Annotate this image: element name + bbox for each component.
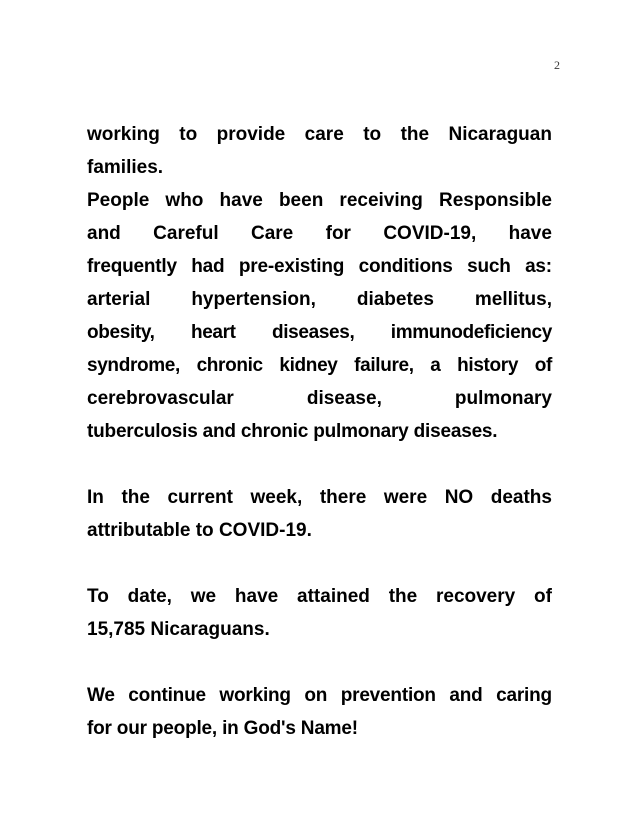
word: failure,: [354, 355, 414, 376]
word: Careful: [153, 223, 219, 244]
paragraph-spacer: [87, 547, 552, 580]
word: deaths: [490, 487, 552, 508]
word: syndrome,: [87, 355, 180, 376]
word: kidney: [279, 355, 338, 376]
word: a: [430, 355, 441, 376]
word: In: [87, 487, 104, 508]
word: arterial: [87, 289, 151, 310]
word: on: [304, 685, 328, 706]
word: who: [165, 190, 204, 211]
word: Care: [251, 223, 294, 244]
word: the: [388, 586, 418, 607]
word: chronic: [196, 355, 263, 376]
text-line: [87, 679, 552, 712]
word: immunodeficiency: [390, 322, 552, 343]
word: caring: [496, 685, 552, 706]
word: frequently: [87, 256, 177, 277]
word: there: [319, 487, 367, 508]
word: and: [87, 223, 121, 244]
word: date,: [127, 586, 172, 607]
word: have: [234, 586, 279, 607]
word: diseases,: [272, 322, 355, 343]
text-line: [87, 217, 552, 250]
text-line: [87, 349, 552, 382]
word: and: [449, 685, 483, 706]
text-line: families.: [87, 157, 164, 178]
word: People: [87, 190, 150, 211]
word: working: [219, 685, 291, 706]
page-number: 2: [554, 58, 560, 72]
word: provide: [216, 124, 286, 145]
text-line: [87, 118, 552, 151]
word: continue: [128, 685, 206, 706]
paragraph-closing: [87, 679, 552, 745]
word: of: [534, 355, 552, 376]
text-line: tuberculosis and chronic pulmonary diseases.: [87, 421, 498, 442]
paragraph-preexisting-conditions: [87, 184, 552, 448]
word: NO: [444, 487, 474, 508]
word: the: [400, 124, 430, 145]
word: have: [219, 190, 263, 211]
word: disease,: [306, 388, 382, 409]
text-line: [87, 283, 552, 316]
paragraph-spacer: [87, 448, 552, 481]
text-line: for our people, in God's Name!: [87, 718, 358, 739]
word: hypertension,: [191, 289, 316, 310]
text-line: 15,785 Nicaraguans.: [87, 619, 270, 640]
word: To: [87, 586, 109, 607]
word: mellitus,: [474, 289, 552, 310]
word: diabetes: [356, 289, 434, 310]
text-line: [87, 481, 552, 514]
word: have: [508, 223, 552, 244]
word: care: [304, 124, 344, 145]
word: receiving: [339, 190, 423, 211]
word: current: [167, 487, 233, 508]
word: We: [87, 685, 115, 706]
document-body: [87, 118, 552, 745]
word: prevention: [340, 685, 436, 706]
text-line: [87, 250, 552, 283]
word: obesity,: [87, 322, 155, 343]
word: week,: [250, 487, 303, 508]
word: history: [457, 355, 519, 376]
paragraph-spacer: [87, 646, 552, 679]
word: attained: [297, 586, 370, 607]
word: cerebrovascular: [87, 388, 234, 409]
word: to: [363, 124, 382, 145]
paragraph-recoveries: [87, 580, 552, 646]
text-line: attributable to COVID-19.: [87, 520, 312, 541]
text-line: [87, 316, 552, 349]
word: such: [467, 256, 511, 277]
paragraph-continuation: [87, 118, 552, 184]
text-line: [87, 184, 552, 217]
word: to: [179, 124, 198, 145]
word: had: [191, 256, 225, 277]
word: Nicaraguan: [448, 124, 552, 145]
word: the: [121, 487, 150, 508]
word: for: [325, 223, 351, 244]
word: were: [383, 487, 428, 508]
word: as:: [525, 256, 552, 277]
word: working: [87, 124, 160, 145]
paragraph-no-deaths: [87, 481, 552, 547]
word: pre-existing: [238, 256, 345, 277]
word: of: [534, 586, 552, 607]
word: Responsible: [438, 190, 552, 211]
word: heart: [190, 322, 236, 343]
word: recovery: [435, 586, 516, 607]
word: pulmonary: [454, 388, 552, 409]
word: conditions: [358, 256, 453, 277]
word: COVID-19,: [383, 223, 477, 244]
word: been: [278, 190, 324, 211]
text-line: [87, 382, 552, 415]
word: we: [190, 586, 217, 607]
text-line: [87, 580, 552, 613]
